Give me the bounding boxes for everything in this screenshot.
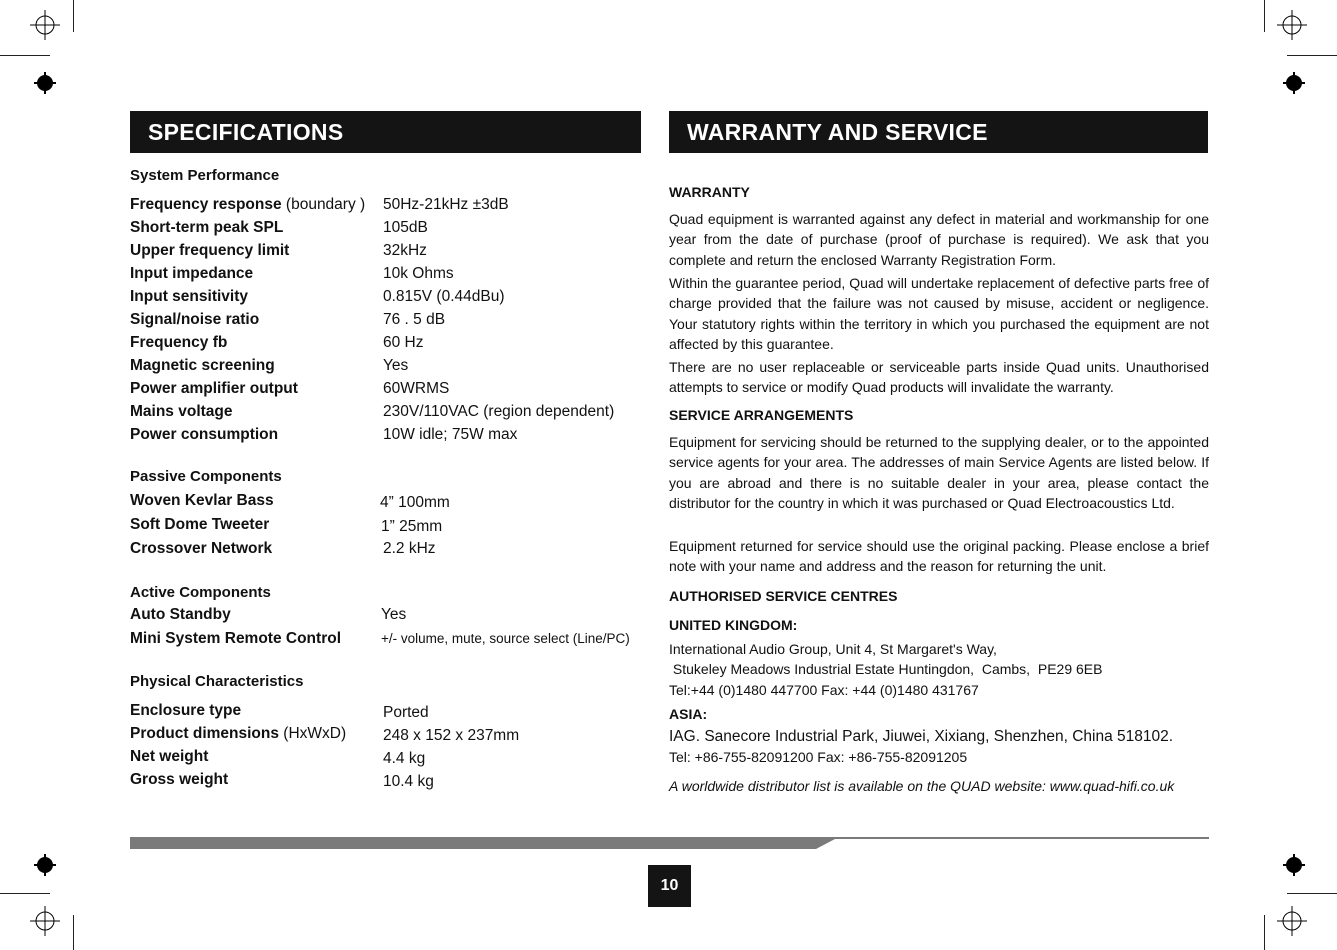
spec-label: Gross weight bbox=[130, 771, 229, 788]
spec-label: Enclosure type bbox=[130, 702, 242, 719]
spec-value: 1” 25mm bbox=[381, 518, 443, 535]
crop-line bbox=[1287, 55, 1337, 56]
spec-value: 105dB bbox=[383, 219, 428, 236]
footer-rule bbox=[130, 837, 1209, 849]
uk-contact-line: Tel:+44 (0)1480 447700 Fax: +44 (0)1480 431767 bbox=[669, 682, 979, 698]
specifications-heading: SPECIFICATIONS bbox=[130, 111, 641, 153]
spec-label: Woven Kevlar Bass bbox=[130, 492, 274, 509]
crop-line bbox=[0, 893, 50, 894]
spec-value: 50Hz-21kHz ±3dB bbox=[383, 196, 509, 213]
uk-heading: UNITED KINGDOM: bbox=[669, 617, 798, 633]
spec-value: 4” 100mm bbox=[380, 494, 450, 511]
spec-value: Yes bbox=[383, 357, 409, 374]
asia-address-line: IAG. Sanecore Industrial Park, Jiuwei, Xixiang, Shenzhen, China 518102. bbox=[669, 728, 1174, 745]
spec-label: Net weight bbox=[130, 748, 209, 765]
uk-address-line: International Audio Group, Unit 4, St Margaret's Way, bbox=[669, 641, 997, 657]
spec-value: 4.4 kg bbox=[383, 750, 426, 767]
spec-label: Power amplifier output bbox=[130, 380, 298, 397]
spec-label: Short-term peak SPL bbox=[130, 219, 284, 236]
uk-address-line: Stukeley Meadows Industrial Estate Huntingdon, Cambs, PE29 6EB bbox=[669, 661, 1103, 677]
registration-mark-icon bbox=[30, 10, 60, 40]
section-physical-characteristics: Physical Characteristics bbox=[130, 673, 304, 690]
spec-value: 60WRMS bbox=[383, 380, 450, 397]
spec-value: 248 x 152 x 237mm bbox=[383, 727, 520, 744]
spec-value: 10.4 kg bbox=[383, 773, 434, 790]
warranty-paragraph: Within the guarantee period, Quad will undertake replacement of defective parts free of charge provided that the failure was not caused by misuse, accident or negligence. Your statutory rights within the territory in which you purchased the equipment are not affected by this guarantee. bbox=[669, 275, 1209, 352]
spec-label: Crossover Network bbox=[130, 540, 273, 557]
warranty-paragraph: There are no user replaceable or serviceable parts inside Quad units. Unauthorised attempts to service or modify Quad products will invalidate the warranty. bbox=[669, 359, 1209, 396]
crop-line bbox=[73, 915, 74, 950]
spec-value: 230V/110VAC (region dependent) bbox=[383, 403, 615, 420]
crop-line bbox=[73, 0, 74, 32]
spec-label: Signal/noise ratio bbox=[130, 311, 260, 328]
spec-value: +/- volume, mute, source select (Line/PC) bbox=[381, 631, 630, 646]
spec-label: Product dimensions bbox=[130, 725, 279, 742]
spec-label: Upper frequency limit bbox=[130, 242, 290, 259]
crop-dot-icon bbox=[37, 857, 53, 873]
spec-value: 2.2 kHz bbox=[383, 540, 436, 557]
distributor-website-note: A worldwide distributor list is available on the QUAD website: www.quad-hifi.co.uk bbox=[669, 778, 1175, 794]
spec-label: Input impedance bbox=[130, 265, 254, 282]
crop-line bbox=[1287, 893, 1337, 894]
spec-label-qualifier: (boundary ) bbox=[281, 196, 366, 213]
spec-value: 32kHz bbox=[383, 242, 427, 259]
asia-heading: ASIA: bbox=[669, 706, 708, 722]
spec-label: Frequency response bbox=[130, 196, 282, 213]
warranty-paragraph: Quad equipment is warranted against any defect in material and workmanship for one year from the date of purchase (proof of purchase is required). We ask that you complete and return the enclosed Warranty Registration Form. bbox=[669, 211, 1209, 268]
spec-label: Mains voltage bbox=[130, 403, 233, 420]
spec-label: Mini System Remote Control bbox=[130, 630, 341, 647]
spec-value: 10W idle; 75W max bbox=[383, 426, 518, 443]
crop-line bbox=[0, 55, 50, 56]
section-active-components: Active Components bbox=[130, 584, 271, 601]
spec-value: 76 . 5 dB bbox=[383, 311, 446, 328]
spec-label: Auto Standby bbox=[130, 606, 231, 623]
spec-value: Ported bbox=[383, 704, 429, 721]
registration-mark-icon bbox=[1277, 906, 1307, 936]
warranty-subheading: WARRANTY bbox=[669, 184, 750, 200]
section-system-performance: System Performance bbox=[130, 167, 280, 184]
crop-dot-icon bbox=[1286, 75, 1302, 91]
spec-label-qualifier: (HxWxD) bbox=[279, 725, 347, 742]
spec-value: Yes bbox=[381, 606, 407, 623]
registration-mark-icon bbox=[1277, 10, 1307, 40]
service-paragraph: Equipment for servicing should be returned to the supplying dealer, or to the appointed service agents for your area. The addresses of main Service Agents are listed below. If you are abroad and there is no suitable dealer in your area, please contact the distributor for the country in which it was purchased or Quad Electroacoustics Ltd. bbox=[669, 434, 1209, 511]
service-centres-heading: AUTHORISED SERVICE CENTRES bbox=[669, 588, 898, 604]
crop-dot-icon bbox=[1286, 857, 1302, 873]
service-arrangements-heading: SERVICE ARRANGEMENTS bbox=[669, 407, 854, 423]
spec-label: Soft Dome Tweeter bbox=[130, 516, 270, 533]
spec-label: Frequency fb bbox=[130, 334, 228, 351]
spec-value: 10k Ohms bbox=[383, 265, 454, 282]
spec-value: 0.815V (0.44dBu) bbox=[383, 288, 505, 305]
page-number: 10 bbox=[648, 865, 691, 907]
spec-label: Magnetic screening bbox=[130, 357, 275, 374]
section-passive-components: Passive Components bbox=[130, 468, 282, 485]
asia-contact-line: Tel: +86-755-82091200 Fax: +86-755-82091205 bbox=[669, 749, 968, 765]
warranty-heading: WARRANTY AND SERVICE bbox=[669, 111, 1208, 153]
crop-line bbox=[1264, 915, 1265, 950]
spec-label: Power consumption bbox=[130, 426, 279, 443]
crop-line bbox=[1264, 0, 1265, 32]
service-paragraph: Equipment returned for service should use the original packing. Please enclose a brief note with your name and address and the reason for returning the unit. bbox=[669, 538, 1209, 575]
crop-dot-icon bbox=[37, 75, 53, 91]
spec-value: 60 Hz bbox=[383, 334, 424, 351]
spec-label: Input sensitivity bbox=[130, 288, 248, 305]
registration-mark-icon bbox=[30, 906, 60, 936]
